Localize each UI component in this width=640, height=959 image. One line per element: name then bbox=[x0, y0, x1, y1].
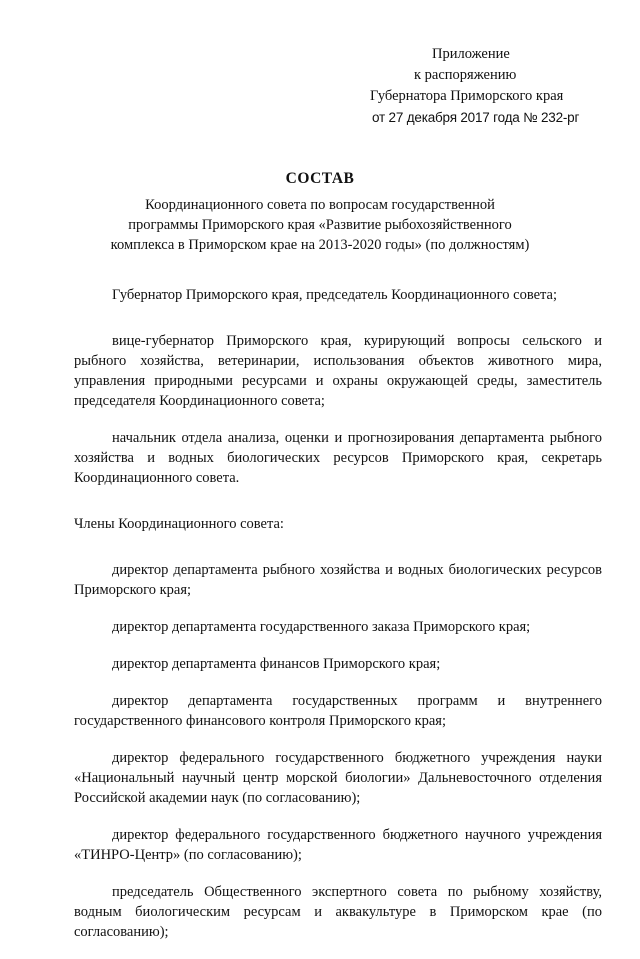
subtitle-line: программы Приморского края «Развитие рыбохозяйственного bbox=[128, 217, 512, 233]
appendix-issuer: Губернатора Приморского края bbox=[370, 88, 564, 104]
subtitle-line: Координационного совета по вопросам государственной bbox=[145, 197, 495, 213]
appendix-date-number: от 27 декабря 2017 года № 232-рг bbox=[372, 110, 580, 125]
document-subtitle bbox=[0, 195, 640, 255]
secretary-paragraph: начальник отдела анализа, оценки и прогнозирования департамента рыбного хозяйства и водных биологических ресурсов Приморского края, секретарь Координационного совета. bbox=[74, 430, 602, 486]
document-title: СОСТАВ bbox=[285, 170, 355, 187]
document-body bbox=[74, 285, 602, 959]
chairman-paragraph: Губернатор Приморского края, председатель Координационного совета; bbox=[112, 287, 557, 303]
appendix-header bbox=[360, 44, 610, 128]
member-paragraph: директор федерального государственного бюджетного учреждения науки «Национальный научный центр морской биологии» Дальневосточного отделения Российской академии наук (по согласованию); bbox=[74, 750, 602, 806]
member-paragraph: председатель Общественного экспертного совета по рыбному хозяйству, водным биологическим ресурсам и аквакультуре в Приморском крае (по согласованию); bbox=[74, 884, 602, 940]
subtitle-line: комплекса в Приморском крае на 2013-2020 годы» (по должностям) bbox=[110, 237, 530, 253]
member-paragraph: директор департамента государственных программ и внутреннего государственного финансового контроля Приморского края; bbox=[74, 693, 602, 729]
member-paragraph: директор департамента государственного заказа Приморского края; bbox=[112, 619, 531, 635]
member-paragraph: директор федерального государственного бюджетного научного учреждения «ТИНРО-Центр» (по согласованию); bbox=[74, 827, 602, 863]
member-paragraph: директор департамента финансов Приморского края; bbox=[112, 656, 441, 672]
appendix-order-ref: к распоряжению bbox=[414, 67, 517, 83]
member-paragraph: директор департамента рыбного хозяйства и водных биологических ресурсов Приморского края; bbox=[74, 562, 602, 598]
appendix-label: Приложение bbox=[432, 46, 510, 62]
deputy-chairman-paragraph: вице-губернатор Приморского края, курирующий вопросы сельского и рыбного хозяйства, ветеринарии, использования объектов животного мира, управления природными ресурсами и охраны окружающей среды, заместитель председателя Координационного совета; bbox=[74, 333, 602, 409]
members-heading: Члены Координационного совета: bbox=[74, 516, 284, 532]
